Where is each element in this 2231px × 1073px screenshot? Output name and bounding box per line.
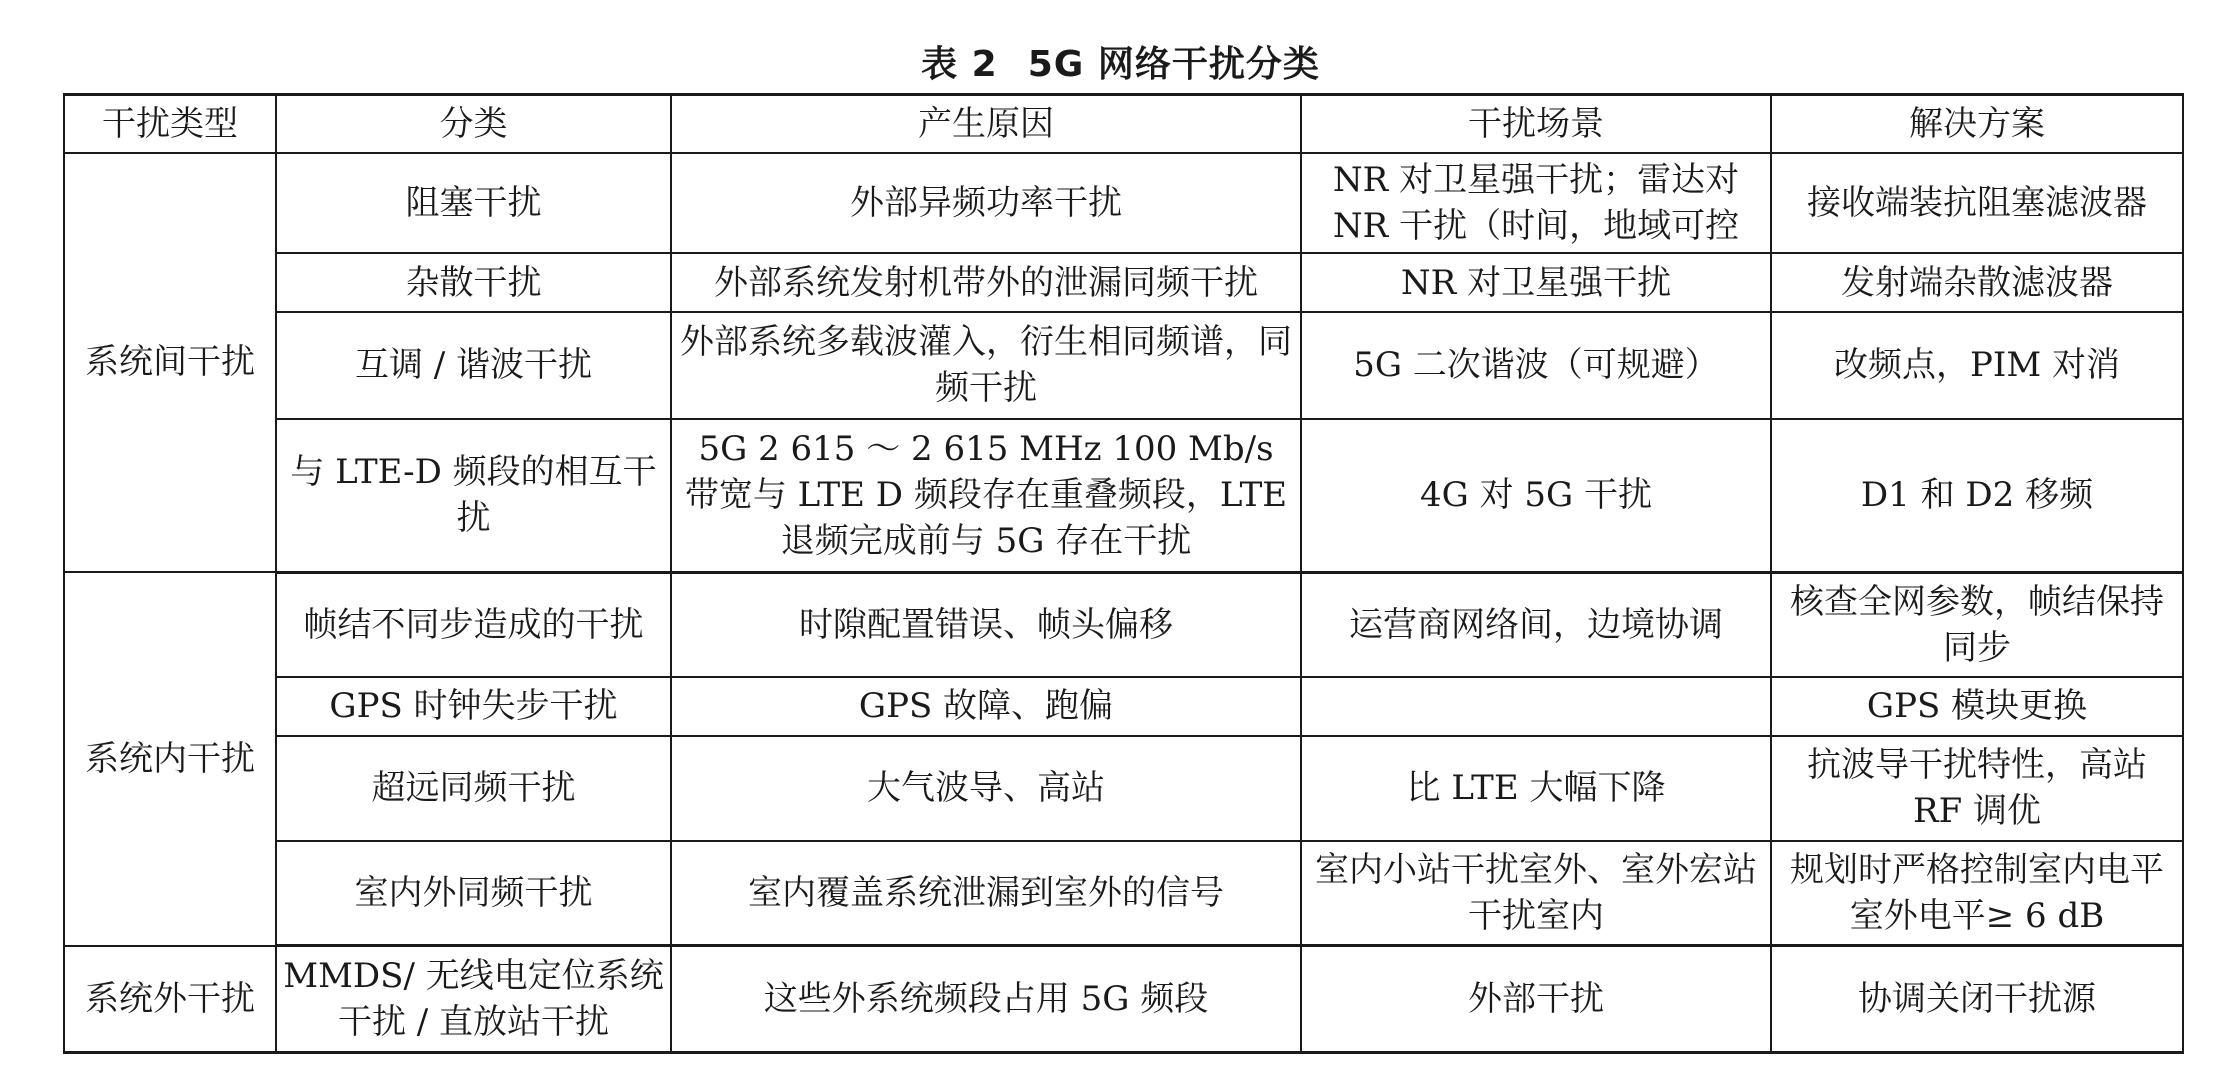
scene-cell: 比 LTE 大幅下降 <box>1301 736 1771 842</box>
category-cell: 超远同频干扰 <box>276 736 671 842</box>
scene-cell: 室内小站干扰室外、室外宏站干扰室内 <box>1301 841 1771 946</box>
category-cell: MMDS/ 无线电定位系统干扰 / 直放站干扰 <box>276 946 671 1053</box>
solution-cell: 发射端杂散滤波器 <box>1771 253 2183 312</box>
scene-cell: 外部干扰 <box>1301 946 1771 1053</box>
type-cell: 系统外干扰 <box>64 946 276 1053</box>
table-row <box>64 153 2183 254</box>
table-row <box>64 946 2183 1053</box>
group-intra-system <box>64 572 2183 946</box>
table-row <box>64 841 2183 946</box>
solution-cell: 核查全网参数，帧结保持同步 <box>1771 572 2183 677</box>
group-inter-system <box>64 153 2183 573</box>
table-row <box>64 572 2183 677</box>
cause-cell: GPS 故障、跑偏 <box>671 677 1301 736</box>
solution-cell: 抗波导干扰特性，高站 RF 调优 <box>1771 736 2183 842</box>
category-cell: GPS 时钟失步干扰 <box>276 677 671 736</box>
table-title: 5G 网络干扰分类 <box>1027 43 1320 85</box>
scene-cell: NR 对卫星强干扰 <box>1301 253 1771 312</box>
category-cell: 与 LTE-D 频段的相互干扰 <box>276 419 671 572</box>
header-category: 分类 <box>276 95 671 153</box>
cause-cell: 室内覆盖系统泄漏到室外的信号 <box>671 841 1301 946</box>
group-external <box>64 946 2183 1053</box>
scene-cell <box>1301 677 1771 736</box>
scene-cell: NR 对卫星强干扰；雷达对 NR 干扰（时间，地域可控 <box>1301 153 1771 254</box>
cause-cell: 外部系统多载波灌入，衍生相同频谱，同频干扰 <box>671 312 1301 419</box>
solution-cell: 改频点，PIM 对消 <box>1771 312 2183 419</box>
table-row <box>64 677 2183 736</box>
header-type: 干扰类型 <box>64 95 276 153</box>
cause-cell: 5G 2 615 ～ 2 615 MHz 100 Mb/s 带宽与 LTE D 频段存在重叠频段，LTE 退频完成前与 5G 存在干扰 <box>671 419 1301 572</box>
scene-cell: 运营商网络间，边境协调 <box>1301 572 1771 677</box>
cause-cell: 外部系统发射机带外的泄漏同频干扰 <box>671 253 1301 312</box>
solution-cell: GPS 模块更换 <box>1771 677 2183 736</box>
table-row <box>64 419 2183 572</box>
solution-cell: D1 和 D2 移频 <box>1771 419 2183 572</box>
cause-cell: 大气波导、高站 <box>671 736 1301 842</box>
solution-cell: 协调关闭干扰源 <box>1771 946 2183 1053</box>
cause-cell: 外部异频功率干扰 <box>671 153 1301 254</box>
category-cell: 室内外同频干扰 <box>276 841 671 946</box>
table-row <box>64 736 2183 842</box>
cause-cell: 这些外系统频段占用 5G 频段 <box>671 946 1301 1053</box>
header-cause: 产生原因 <box>671 95 1301 153</box>
solution-cell: 接收端装抗阻塞滤波器 <box>1771 153 2183 254</box>
type-cell: 系统内干扰 <box>64 572 276 946</box>
header-row <box>64 95 2183 153</box>
table-row <box>64 312 2183 419</box>
category-cell: 帧结不同步造成的干扰 <box>276 572 671 677</box>
scene-cell: 5G 二次谐波（可规避） <box>1301 312 1771 419</box>
table-row <box>64 253 2183 312</box>
table-caption <box>0 30 2231 92</box>
table-number: 表 2 <box>921 43 998 85</box>
cause-cell: 时隙配置错误、帧头偏移 <box>671 572 1301 677</box>
interference-table <box>63 93 2184 1054</box>
type-cell: 系统间干扰 <box>64 153 276 573</box>
scene-cell: 4G 对 5G 干扰 <box>1301 419 1771 572</box>
header-solution: 解决方案 <box>1771 95 2183 153</box>
solution-cell: 规划时严格控制室内电平室外电平≥ 6 dB <box>1771 841 2183 946</box>
category-cell: 互调 / 谐波干扰 <box>276 312 671 419</box>
category-cell: 阻塞干扰 <box>276 153 671 254</box>
category-cell: 杂散干扰 <box>276 253 671 312</box>
header-scene: 干扰场景 <box>1301 95 1771 153</box>
